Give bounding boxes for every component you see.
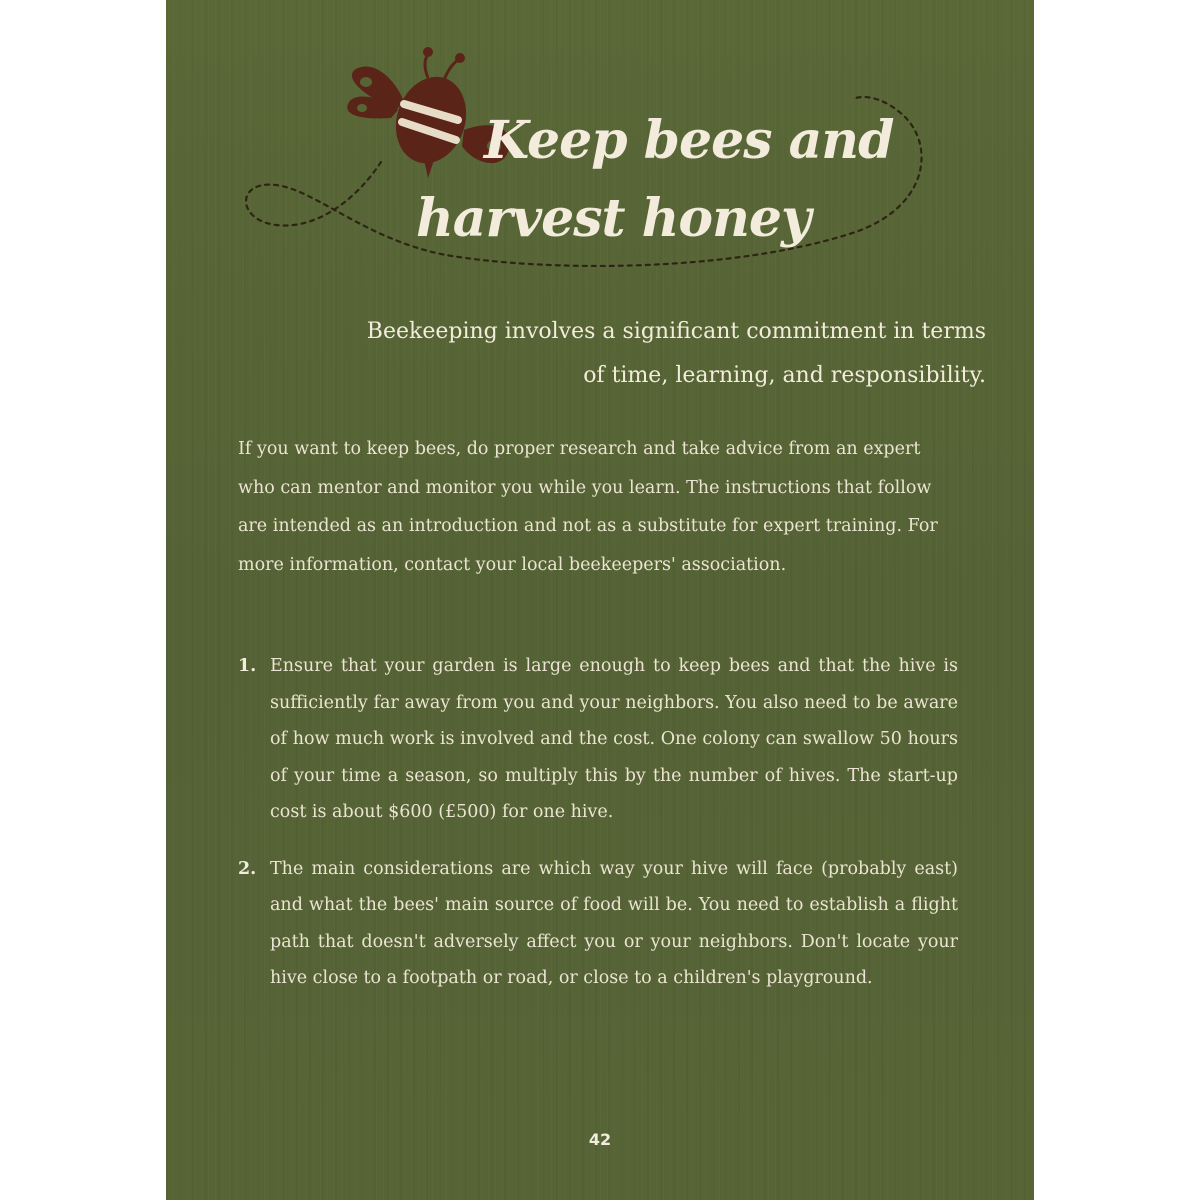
step-number: 2.	[238, 858, 257, 879]
lead-line-1: Beekeeping involves a significant commitment in terms	[366, 319, 986, 344]
step-number: 1.	[238, 656, 257, 676]
step-text: The main considerations are which way your hive will face (probably east) and what the bees' main source of food will be. You need to establish a flight path that doesn't adversely affect you or your neighbors. Don't locate your hive close to a footpath or road, or close to a children's playground.	[270, 858, 958, 988]
step-item	[238, 851, 958, 997]
lead-line-2: of time, learning, and responsibility.	[583, 363, 986, 388]
page-number: 42	[588, 1130, 612, 1149]
step-item	[238, 648, 958, 831]
intro-paragraph: If you want to keep bees, do proper research and take advice from an expert who can mentor and monitor you while you learn. The instructions that follow are intended as an introduction and not as a substitute for expert training. For more information, contact your local beekeepers' association.	[238, 439, 938, 575]
title-line-2: harvest honey	[416, 188, 811, 249]
step-text: Ensure that your garden is large enough to keep bees and that the hive is sufficiently far away from you and your neighbors. You also need to be aware of how much work is involved and the cost. One colony can swallow 50 hours of your time a season, so multiply this by the number of hives. The start-up cost is about $600 (£500) for one hive.	[270, 656, 958, 822]
steps-list	[238, 648, 958, 997]
title-line-1: Keep bees and	[484, 110, 894, 171]
book-page	[166, 0, 1034, 1200]
lead-paragraph	[226, 310, 986, 398]
